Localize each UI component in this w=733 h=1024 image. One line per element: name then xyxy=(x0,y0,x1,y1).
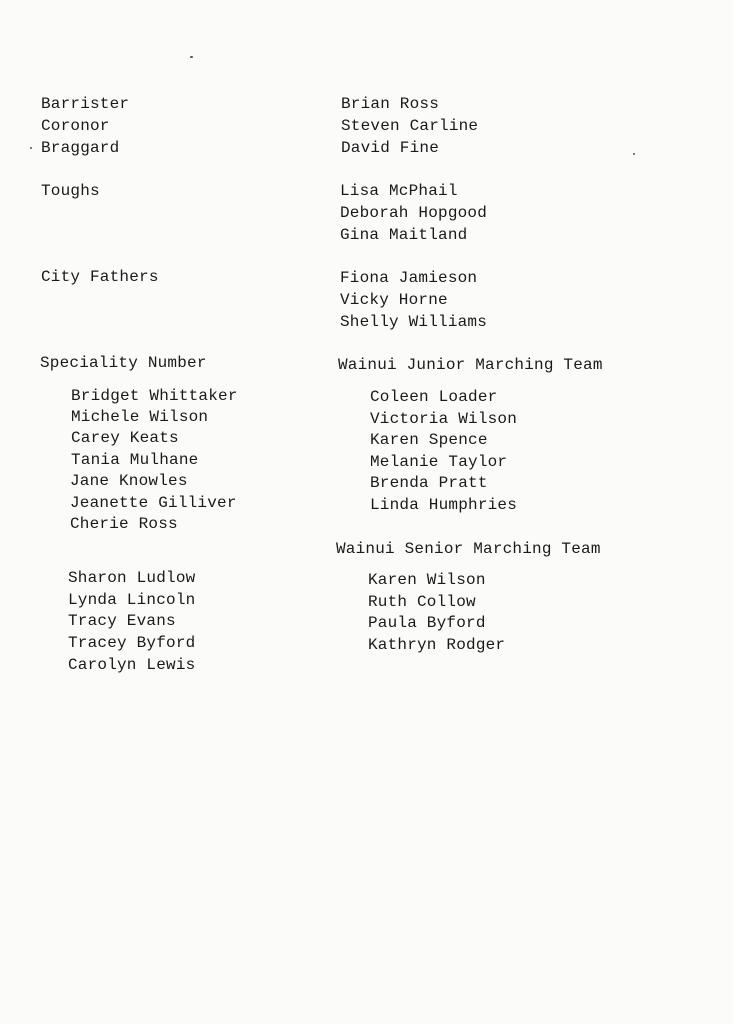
speciality-member: Jeanette Gilliver xyxy=(70,494,237,512)
speciality-member: Carolyn Lewis xyxy=(68,656,196,674)
speciality-member: Tracey Byford xyxy=(68,634,196,652)
group-member: Vicky Horne xyxy=(340,291,448,309)
junior-team-member: Melanie Taylor xyxy=(370,453,508,471)
group-heading: City Fathers xyxy=(41,268,159,286)
speciality-member: Sharon Ludlow xyxy=(68,569,196,587)
senior-team-member: Paula Byford xyxy=(368,614,486,632)
group-member: Fiona Jamieson xyxy=(340,269,478,287)
senior-team-member: Ruth Collow xyxy=(368,593,476,611)
group-heading: Toughs xyxy=(41,182,100,200)
junior-team-member: Karen Spence xyxy=(370,431,488,449)
paper-speck xyxy=(30,147,32,149)
role-label: Braggard xyxy=(41,139,120,157)
senior-team-heading: Wainui Senior Marching Team xyxy=(336,540,601,558)
speciality-member: Bridget Whittaker xyxy=(71,387,238,405)
speciality-member: Lynda Lincoln xyxy=(68,591,196,609)
junior-team-member: Victoria Wilson xyxy=(370,410,518,428)
group-member: Shelly Williams xyxy=(340,313,488,331)
role-cast: Brian Ross xyxy=(341,95,440,113)
speciality-heading: Speciality Number xyxy=(40,354,207,372)
junior-team-member: Coleen Loader xyxy=(370,388,498,406)
role-cast: David Fine xyxy=(341,139,440,157)
paper-speck xyxy=(633,153,635,155)
senior-team-member: Karen Wilson xyxy=(368,571,486,589)
speciality-member: Tracy Evans xyxy=(68,612,176,630)
group-member: Gina Maitland xyxy=(340,226,468,244)
junior-team-member: Brenda Pratt xyxy=(370,474,488,492)
junior-team-heading: Wainui Junior Marching Team xyxy=(338,356,603,374)
paper-speck xyxy=(190,56,193,58)
role-label: Coronor xyxy=(41,117,110,135)
group-member: Deborah Hopgood xyxy=(340,204,488,222)
junior-team-member: Linda Humphries xyxy=(370,496,518,514)
speciality-member: Cherie Ross xyxy=(70,515,178,533)
senior-team-member: Kathryn Rodger xyxy=(368,636,506,654)
speciality-member: Jane Knowles xyxy=(70,472,188,490)
role-cast: Steven Carline xyxy=(341,117,479,135)
speciality-member: Michele Wilson xyxy=(71,408,209,426)
speciality-member: Carey Keats xyxy=(71,429,179,447)
role-label: Barrister xyxy=(41,95,130,113)
speciality-member: Tania Mulhane xyxy=(71,451,199,469)
group-member: Lisa McPhail xyxy=(340,182,458,200)
